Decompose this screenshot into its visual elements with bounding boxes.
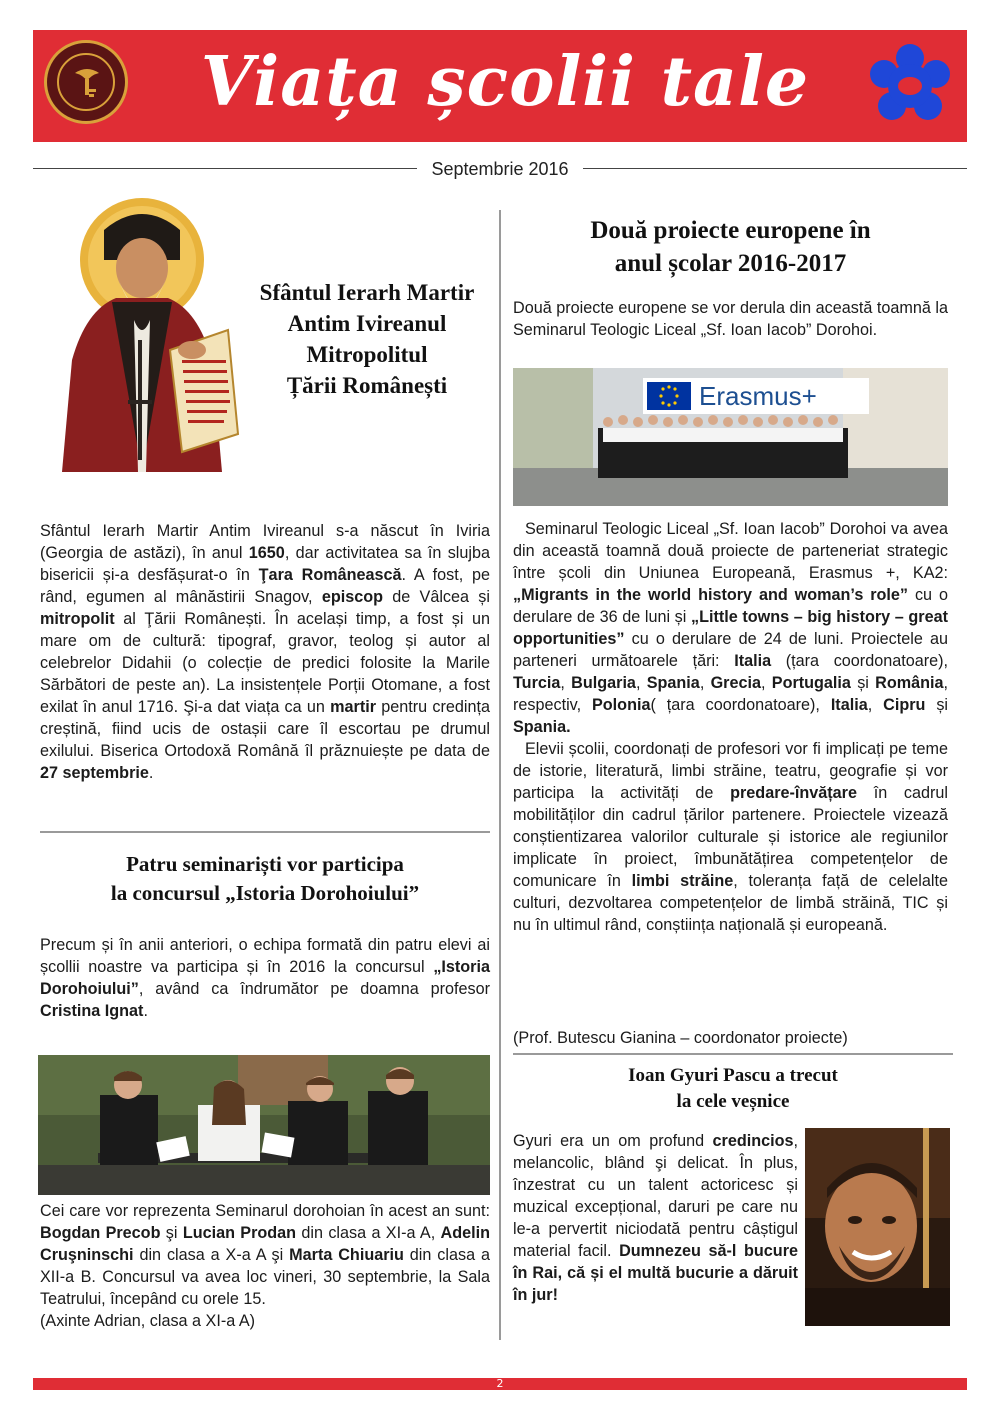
bold-text: Polonia (592, 696, 651, 714)
bold-text: Adelin Cruşninschi (40, 1224, 491, 1264)
bold-text: Italia (830, 696, 868, 714)
bold-text: Cristina Ignat (40, 1002, 144, 1020)
bold-text: „Migrants in the world history and woman’s role” (513, 586, 909, 604)
text-run: din clasa a XII-a B. Concursul va avea loc vineri, 30 septembrie, la Sala Teatrului, începând cu orele 15. (40, 1246, 490, 1308)
bold-text: Grecia (710, 674, 761, 692)
antim-heading-line: Mitropolitul (306, 342, 428, 367)
erasmus-banner (643, 378, 869, 414)
bold-text: Bulgaria (571, 674, 636, 692)
bold-text: Turcia (513, 674, 561, 692)
concurs-details (40, 1200, 490, 1310)
text-run: , (560, 674, 572, 692)
concurs-heading (40, 850, 490, 908)
bold-text: Spania. (513, 718, 571, 736)
text-run: , având ca îndrumător pe doamna profesor (138, 980, 490, 998)
bold-text: România (875, 674, 944, 692)
text-run: , dar activitatea sa în slujba bisericii și-a desfășurat-o în (40, 544, 490, 584)
erasmus-group-photo (513, 368, 948, 506)
pascu-article-body (513, 1130, 798, 1306)
bold-text: 27 septembrie (40, 764, 149, 782)
text-run: , (867, 696, 884, 714)
text-run: , respectiv, (513, 674, 949, 714)
text-run: și (850, 674, 876, 692)
pascu-heading-line: Ioan Gyuri Pascu a trecut (628, 1065, 838, 1086)
eu-flag-icon (647, 382, 691, 410)
bold-text: „Little towns – big history – great opportunities” (513, 608, 948, 648)
text-run: , melancolic, blând şi delicat. În plus, înzestrat cu un talent actoricesc și muzical excepțional, daruri pe care nu le-a pervertit niciodată pentru câștigul material facil. (513, 1132, 798, 1260)
text-run: . (148, 764, 154, 782)
pascu-heading (513, 1063, 953, 1115)
text-run: cu o derulare de 36 de luni și (513, 586, 948, 626)
newspaper-title: Viața școlii tale (200, 42, 810, 122)
bold-text: Lucian Prodan (182, 1224, 297, 1242)
bold-text: Spania (646, 674, 700, 692)
bold-text: Marta Chiuariu (289, 1246, 404, 1264)
bold-text: Ţara Românească (258, 566, 402, 584)
text-run: , (699, 674, 711, 692)
concurs-details-paragraph (40, 1202, 490, 1308)
text-run: pentru credința creștină, fiind ucis de ostașii care îl escortau pe drumul exilului. Biserica Ortodoxă Română îl prăznuiește pe data de (40, 698, 490, 760)
proiecte-heading-line: Două proiecte europene în (590, 217, 871, 244)
text-run: Precum și în anii anteriori, o echipa formată din patru elevi ai școllii noastre va participa și în 2016 la concursul (40, 936, 490, 976)
proiecte-paragraph (513, 520, 948, 736)
bold-text: Bogdan Precob (40, 1224, 161, 1242)
concurs-heading-line: Patru seminariști vor participa (126, 852, 404, 876)
text-run: Seminarul Teologic Liceal „Sf. Ioan Iacob” Dorohoi va avea din această toamnă două proiecte de parteneriat strategic între școli din Uniunea Europeană, Erasmus +, KA2: (513, 520, 948, 582)
text-run: , (635, 674, 647, 692)
concurs-intro (40, 934, 490, 1022)
text-run: . A fost, pe rând, egumen al mânăstirii Snagov, (40, 566, 490, 606)
bold-text: „Istoria Dorohoiului” (40, 958, 490, 998)
proiecte-paragraph-2 (513, 738, 948, 936)
text-run: , (761, 674, 772, 692)
bold-text: Dumnezeu să-l bucure în Rai, că și el multă bucurie a dăruit în jur! (513, 1242, 798, 1304)
text-run: , toleranța față de celelalte culturi, dezvoltarea competențelor de limbă străină, TIC și nu în ultimul rând, conștiința națională și europeană. (513, 872, 948, 934)
antim-heading-line: Țării Românești (286, 373, 448, 398)
page-number: 2 (496, 1377, 504, 1390)
antim-heading-line: Sfântul Ierarh Martir (259, 280, 475, 305)
text-run: Gyuri era un om profund (513, 1132, 713, 1150)
bold-text: martir (330, 698, 377, 716)
concurs-signature: (Axinte Adrian, clasa a XI-a A) (40, 1312, 256, 1330)
proiecte-signature: (Prof. Butescu Gianina – coordonator proiecte) (513, 1029, 848, 1047)
antim-heading (232, 277, 502, 401)
proiecte-paragraph (513, 740, 948, 934)
students-photo (38, 1055, 490, 1195)
section-divider (40, 831, 490, 833)
bold-text: mitropolit (40, 610, 115, 628)
text-run: . (143, 1002, 148, 1020)
bold-text: predare-învățare (730, 784, 857, 802)
dove-key-icon (71, 63, 103, 101)
bold-text: Italia (734, 652, 772, 670)
proiecte-heading (513, 214, 948, 280)
text-run: (țara coordonatoare), (771, 652, 948, 670)
proiecte-intro: Două proiecte europene se vor derula din această toamnă la Seminarul Teologic Liceal „Sf. Ioan Iacob” Dorohoi. (513, 299, 948, 339)
text-run: Cei care vor reprezenta Seminarul dorohoian în acest an sunt: (40, 1202, 490, 1220)
text-run: din clasa a X-a A şi (133, 1246, 290, 1264)
bold-text: credincios (712, 1132, 794, 1150)
text-run: ( țara coordonatoare), (650, 696, 831, 714)
bold-text: Portugalia (771, 674, 851, 692)
text-run: Sfântul Ierarh Martir Antim Ivireanul s-a născut în Iviria (Georgia de astăzi), în anul (40, 522, 490, 562)
pascu-heading-line: la cele veșnice (676, 1091, 790, 1112)
antim-paragraph (40, 522, 490, 782)
proiecte-heading-line: anul școlar 2016-2017 (614, 250, 847, 277)
bold-text: Cipru (883, 696, 926, 714)
issue-date: Septembrie 2016 (417, 157, 582, 181)
concurs-intro-paragraph (40, 936, 490, 1020)
text-run: în cadrul mobilităților din cadrul țărilor partenere. Proiectele vizează conștientizarea valorilor culturale și istorice ale regiunilor implicate în proiect, îmbunătățirea competențelor de comunicare în (513, 784, 948, 890)
text-run: şi (160, 1224, 183, 1242)
bold-text: limbi străine (631, 872, 734, 890)
bold-text: episcop (321, 588, 383, 606)
antim-heading-line: Antim Ivireanul (287, 311, 447, 336)
bold-text: 1650 (248, 544, 285, 562)
text-run: și (925, 696, 949, 714)
blue-flower-logo-icon (868, 44, 952, 128)
column-separator (499, 210, 501, 1340)
text-run: Elevii școlii, coordonați de profesori vor fi implicați pe teme de istorie, literatură, limbi străine, teatru, geografie și vor participa la activități de (513, 740, 948, 802)
proiecte-paragraph-1 (513, 518, 948, 738)
text-run: de Vâlcea și (382, 588, 490, 606)
text-run: cu o derulare de 24 de luni. Proiectele au parteneri următoarele țări: (513, 630, 948, 670)
text-run: al Ţării Românești. În același timp, a fost și un mare om de cultură: tipograf, gravor, teolog și autor al celebrelor Didahii (o colecție de predici folosite la Marile Sărbători de peste an). La insistențele Porții Otomane, a fost exilat în anul 1716. Şi-a dat viața ca un (40, 610, 490, 716)
saint-antim-icon-image (42, 190, 242, 472)
dateline (33, 157, 967, 181)
school-seal-logo (44, 40, 128, 124)
pascu-paragraph (513, 1132, 798, 1304)
section-divider (513, 1053, 953, 1055)
concurs-heading-line: la concursul „Istoria Dorohoiului” (110, 881, 420, 905)
text-run: din clasa a XI-a A, (296, 1224, 441, 1242)
antim-article-body (40, 520, 490, 784)
erasmus-label: Erasmus+ (699, 381, 817, 411)
ioan-gyuri-pascu-portrait (805, 1128, 950, 1326)
